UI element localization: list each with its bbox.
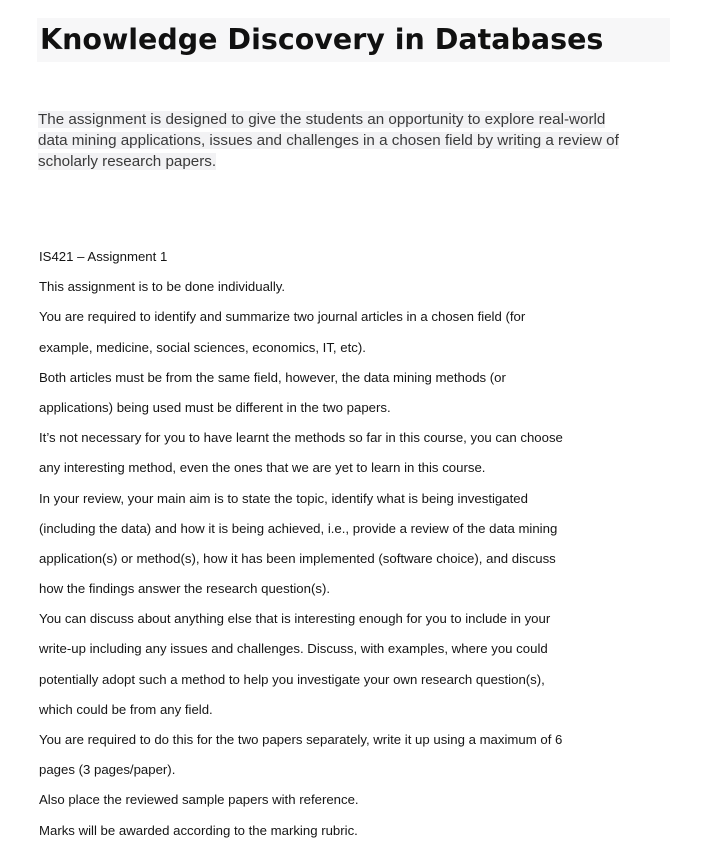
text-line: Marks will be awarded according to the marking rubric. [39, 822, 358, 838]
text-line: This assignment is to be done individually. [39, 279, 286, 295]
assignment-body [39, 247, 679, 851]
text-line: In your review, your main aim is to state the topic, identify what is being investigated [39, 490, 528, 506]
text-line: You can discuss about anything else that is interesting enough for you to include in your [39, 611, 551, 627]
text-line: (including the data) and how it is being achieved, i.e., provide a review of the data mining [39, 520, 558, 536]
text-line: example, medicine, social sciences, economics, IT, etc). [39, 339, 366, 355]
text-line: Both articles must be from the same field, however, the data mining methods (or [39, 369, 506, 385]
text-line: pages (3 pages/paper). [39, 762, 176, 778]
text-line: applications) being used must be different in the two papers. [39, 399, 391, 415]
text-line: how the findings answer the research question(s). [39, 581, 331, 597]
assignment-heading: IS421 – Assignment 1 [39, 249, 168, 264]
intro-paragraph [38, 109, 638, 172]
text-line: any interesting method, even the ones that we are yet to learn in this course. [39, 460, 486, 476]
page-title: Knowledge Discovery in Databases [40, 23, 604, 56]
text-line: application(s) or method(s), how it has been implemented (software choice), and discuss [39, 550, 556, 566]
text-line: It’s not necessary for you to have learnt the methods so far in this course, you can choose [39, 430, 563, 446]
text-line: Also place the reviewed sample papers with reference. [39, 792, 359, 808]
text-line: You are required to do this for the two papers separately, write it up using a maximum of 6 [39, 732, 563, 747]
text-line: You are required to identify and summarize two journal articles in a chosen field (for [39, 309, 526, 325]
text-line: potentially adopt such a method to help you investigate your own research question(s), [39, 671, 545, 687]
text-line: which could be from any field. [39, 701, 213, 717]
intro-text: The assignment is designed to give the students an opportunity to explore real-world data mining applications, issues and challenges in a chosen field by writing a review of scholarly research papers. [38, 111, 619, 170]
text-line: write-up including any issues and challenges. Discuss, with examples, where you could [39, 641, 548, 657]
